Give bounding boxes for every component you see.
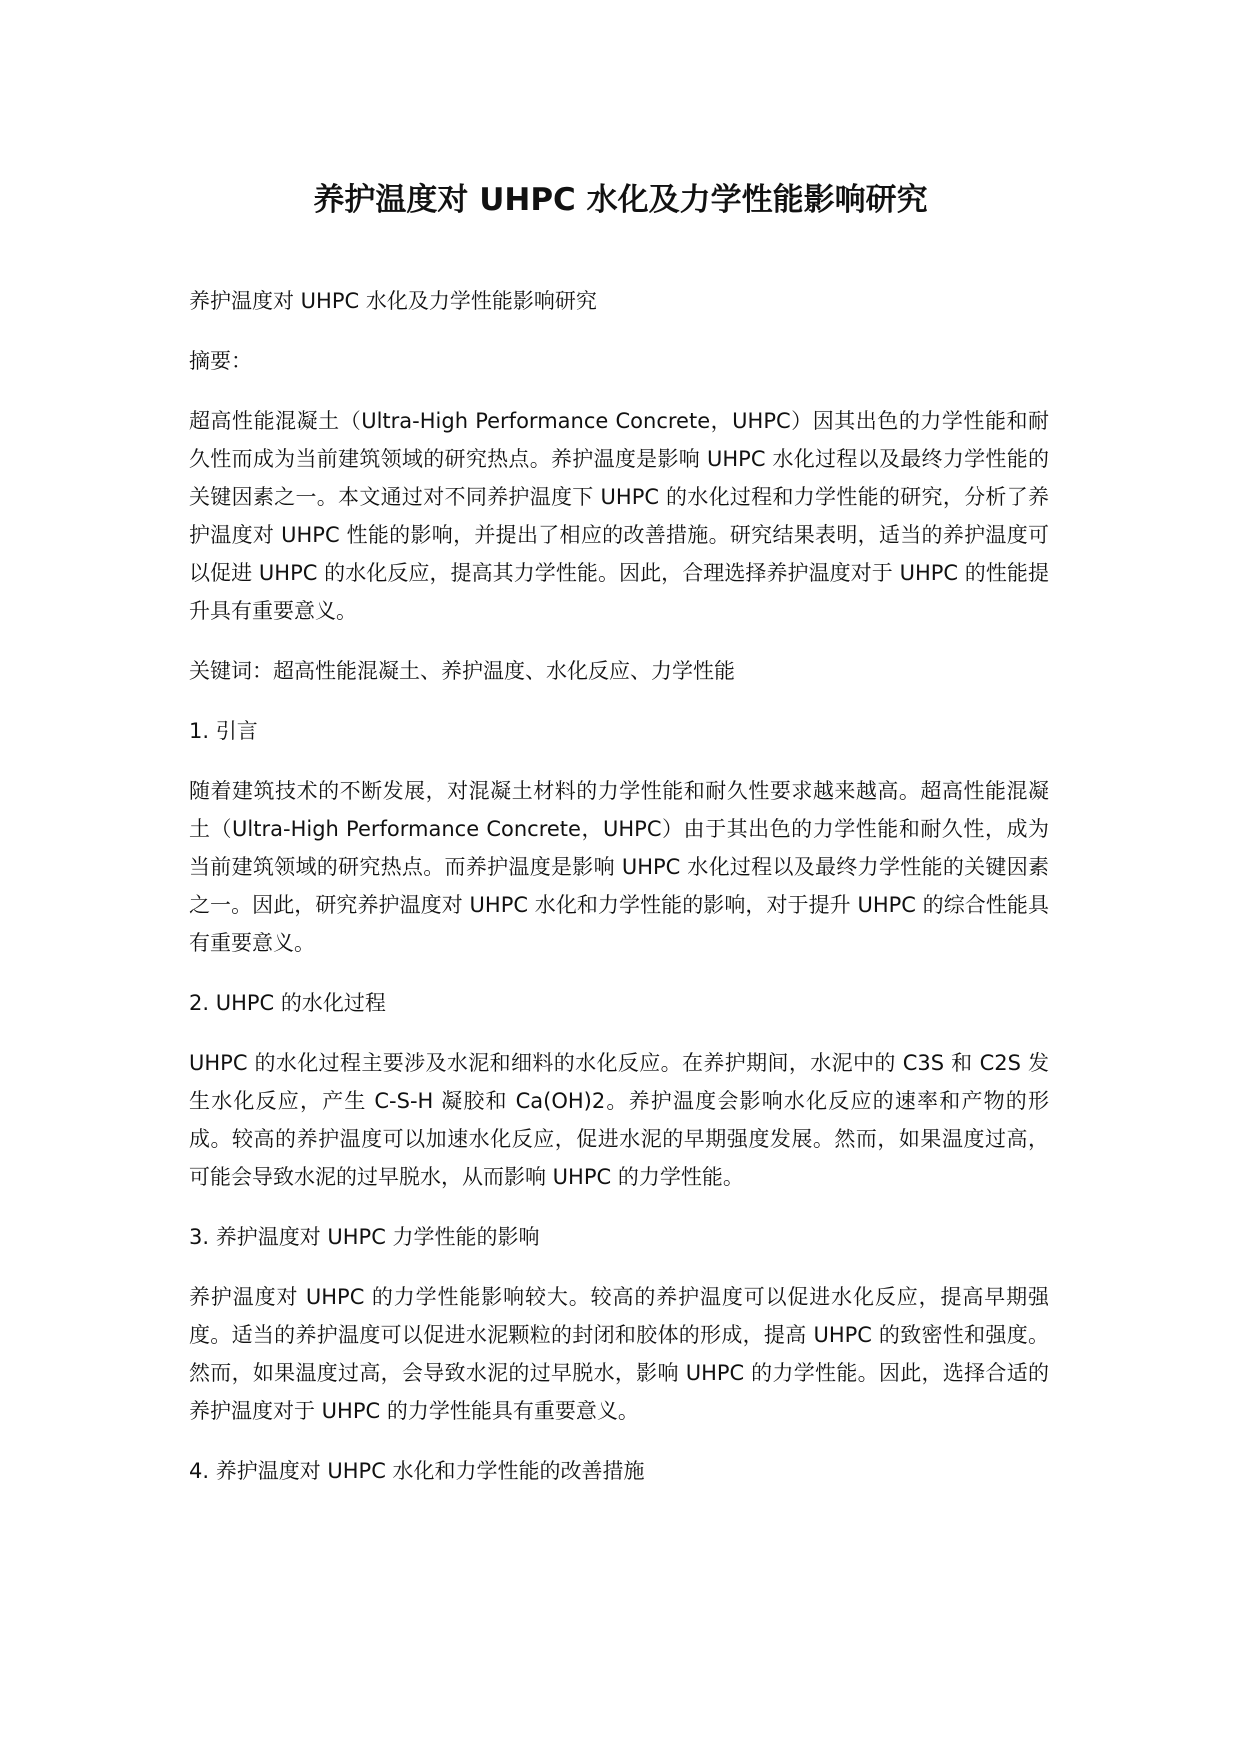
section-body-introduction: 随着建筑技术的不断发展，对混凝土材料的力学性能和耐久性要求越来越高。超高性能混凝土（Ultra-High Performance Concrete，UHPC）由于其出色的力学性能和耐久性，成为当前建筑领域的研究热点。而养护温度是影响 UHPC 水化过程以及最终力学性能的关键因素之一。因此，研究养护温度对 UHPC 水化和力学性能的影响，对于提升 UHPC 的综合性能具有重要意义。 bbox=[189, 779, 1049, 955]
document-body bbox=[189, 282, 1049, 1512]
keywords-line: 关键词：超高性能混凝土、养护温度、水化反应、力学性能 bbox=[189, 659, 735, 683]
abstract-text: 超高性能混凝土（Ultra-High Performance Concrete，UHPC）因其出色的力学性能和耐久性而成为当前建筑领域的研究热点。养护温度是影响 UHPC 水化过程以及最终力学性能的关键因素之一。本文通过对不同养护温度下 UHPC 的水化过程和力学性能的研究，分析了养护温度对 UHPC 性能的影响，并提出了相应的改善措施。研究结果表明，适当的养护温度可以促进 UHPC 的水化反应，提高其力学性能。因此，合理选择养护温度对于 UHPC 的性能提升具有重要意义。 bbox=[189, 409, 1049, 623]
document-subtitle: 养护温度对 UHPC 水化及力学性能影响研究 bbox=[189, 289, 597, 313]
section-heading-mechanical: 3. 养护温度对 UHPC 力学性能的影响 bbox=[189, 1225, 540, 1249]
section-body-mechanical: 养护温度对 UHPC 的力学性能影响较大。较高的养护温度可以促进水化反应，提高早期强度。适当的养护温度可以促进水泥颗粒的封闭和胶体的形成，提高 UHPC 的致密性和强度。然而，如果温度过高，会导致水泥的过早脱水，影响 UHPC 的力学性能。因此，选择合适的养护温度对于 UHPC 的力学性能具有重要意义。 bbox=[189, 1285, 1049, 1423]
abstract-label: 摘要： bbox=[189, 349, 252, 373]
section-heading-introduction: 1. 引言 bbox=[189, 719, 258, 743]
section-heading-improvement: 4. 养护温度对 UHPC 水化和力学性能的改善措施 bbox=[189, 1459, 645, 1483]
section-heading-hydration: 2. UHPC 的水化过程 bbox=[189, 991, 386, 1015]
section-body-hydration: UHPC 的水化过程主要涉及水泥和细料的水化反应。在养护期间，水泥中的 C3S 和 C2S 发生水化反应，产生 C-S-H 凝胶和 Ca(OH)2。养护温度会影响水化反应的速率和产物的形成。较高的养护温度可以加速水化反应，促进水泥的早期强度发展。然而，如果温度过高，可能会导致水泥的过早脱水，从而影响 UHPC 的力学性能。 bbox=[189, 1051, 1049, 1189]
document-title: 养护温度对 UHPC 水化及力学性能影响研究 bbox=[313, 182, 928, 218]
